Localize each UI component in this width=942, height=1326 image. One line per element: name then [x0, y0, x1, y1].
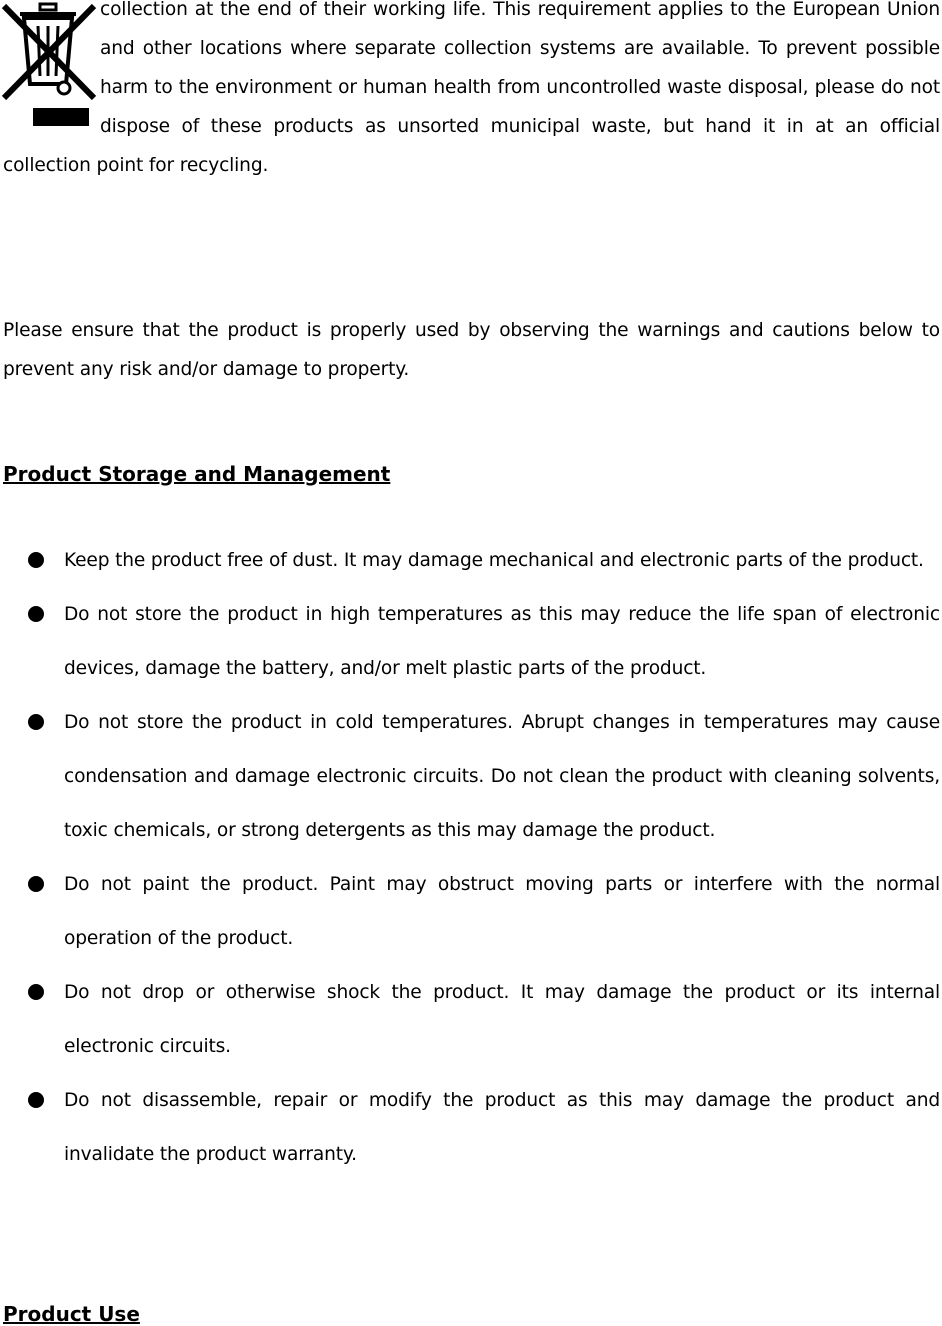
bullet-icon: [28, 876, 44, 892]
list-item: Keep the product free of dust. It may damage mechanical and electronic parts of the product.: [0, 534, 942, 588]
list-item: Do not paint the product. Paint may obstruct moving parts or interfere with the normal operation of the product.: [0, 858, 942, 966]
warning-intro-paragraph: Please ensure that the product is properly used by observing the warnings and cautions below to prevent any risk and/or damage to property.: [3, 320, 940, 380]
bullet-icon: [28, 552, 44, 568]
recycling-paragraph: [3, 0, 940, 185]
bullet-icon: [28, 714, 44, 730]
list-item: Do not drop or otherwise shock the product. It may damage the product or its internal electronic circuits.: [0, 966, 942, 1074]
storage-heading: Product Storage and Management: [3, 462, 391, 486]
recycling-text: collection at the end of their working life. This requirement applies to the European Union and other locations where separate collection systems are available. To prevent possible harm to the environment or human health from uncontrolled waste disposal, please do not dispose of these products as unsorted municipal waste, but hand it in at an official collection point for recycling.: [3, 0, 940, 176]
bullet-icon: [28, 1092, 44, 1108]
list-item: Do not disassemble, repair or modify the product as this may damage the product and invalidate the product warranty.: [0, 1074, 942, 1182]
list-item: Do not store the product in high temperatures as this may reduce the life span of electronic devices, damage the battery, and/or melt plastic parts of the product.: [0, 588, 942, 696]
storage-list: [0, 534, 942, 1182]
use-heading: Product Use: [3, 1302, 140, 1326]
bullet-icon: [28, 984, 44, 1000]
list-item: Do not store the product in cold temperatures. Abrupt changes in temperatures may cause condensation and damage electronic circuits. Do not clean the product with cleaning solvents, toxic chemicals, or strong detergents as this may damage the product.: [0, 696, 942, 858]
bullet-icon: [28, 606, 44, 622]
